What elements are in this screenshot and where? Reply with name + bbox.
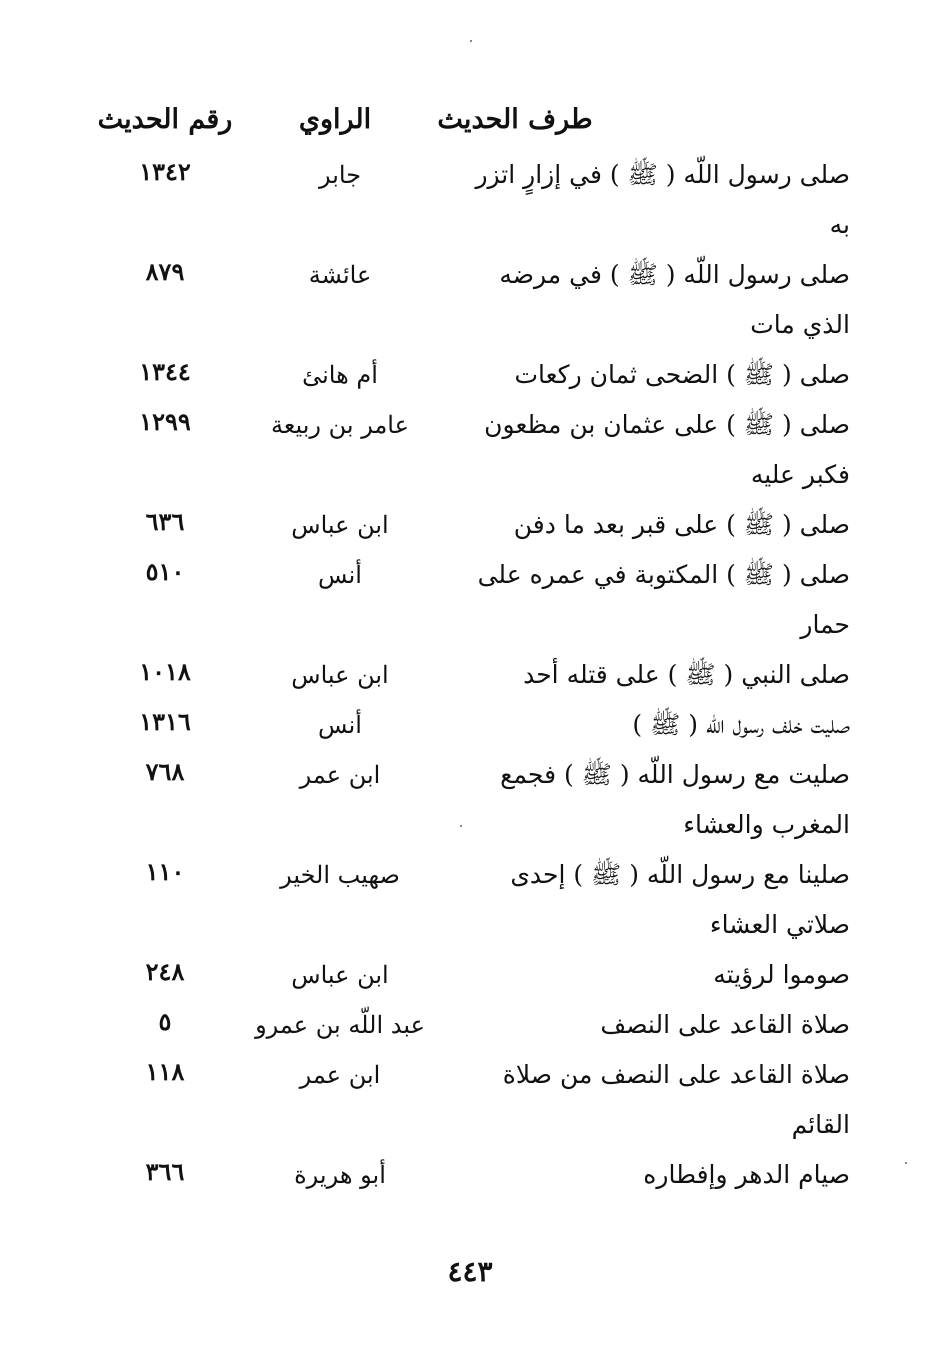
print-speck [905, 1162, 907, 1164]
narrator-name: عائشة [308, 261, 372, 289]
hadith-line: صلى ( ﷺ ) على قبر بعد ما دفن [513, 510, 850, 539]
hadith-line: حمار [800, 610, 850, 639]
table-row [0, 550, 940, 650]
hadith-text [450, 950, 850, 1000]
hadith-text [450, 650, 850, 700]
narrator-name: أم هانئ [302, 361, 378, 389]
table-row [0, 400, 940, 500]
hadith-text [450, 250, 850, 350]
table-row [0, 700, 940, 750]
narrator-name: صهيب الخير [280, 861, 400, 889]
hadith-text [450, 750, 850, 850]
table-row [0, 500, 940, 550]
table-row [0, 650, 940, 700]
hadith-text [450, 850, 850, 950]
table-row [0, 750, 940, 850]
hadith-number: ٢٤٨ [145, 957, 185, 986]
hadith-line: الذي مات [750, 310, 850, 339]
narrator-name: أبو هريرة [294, 1161, 386, 1189]
narrator-name: أنس [318, 711, 362, 739]
narrator-name: ابن عمر [299, 761, 381, 789]
hadith-text [450, 700, 850, 750]
hadith-line: صيام الدهر وإفطاره [643, 1160, 850, 1189]
hadith-text [450, 150, 850, 250]
hadith-line: المغرب والعشاء [683, 810, 850, 839]
hadith-number: ٥١٠ [145, 557, 185, 586]
hadith-line: صوموا لرؤيته [713, 960, 850, 989]
print-speck [470, 40, 472, 42]
header-hadith-number: رقم الحديث [97, 104, 233, 135]
hadith-text [450, 500, 850, 550]
hadith-text [450, 1150, 850, 1200]
hadith-number: ١١٨ [145, 1057, 185, 1086]
table-row [0, 1150, 940, 1200]
hadith-number: ٣٦٦ [145, 1157, 185, 1186]
hadith-line: صلى رسول اللّه ( ﷺ ) في إزارٍ اتزر [475, 160, 850, 189]
hadith-line: صلاة القاعد على النصف [600, 1010, 850, 1039]
table-row [0, 150, 940, 250]
hadith-line: به [829, 210, 850, 239]
hadith-line: صلى النبي ( ﷺ ) على قتله أحد [523, 660, 850, 689]
narrator-name: أنس [318, 561, 362, 589]
hadith-text [450, 1050, 850, 1150]
hadith-number: ٦٣٦ [145, 507, 185, 536]
narrator-name: عبد اللّه بن عمرو [255, 1011, 425, 1039]
narrator-name: ابن عمر [299, 1061, 381, 1089]
hadith-number: ١٣٤٢ [139, 157, 191, 186]
hadith-line: صليت مع رسول اللّه ( ﷺ ) فجمع [500, 760, 850, 789]
print-speck [460, 825, 462, 827]
header-hadith: طرف الحديث [437, 104, 593, 135]
hadith-number: ٧٦٨ [145, 757, 185, 786]
table-row [0, 250, 940, 350]
hadith-index-table [0, 150, 940, 1200]
narrator-name: ابن عباس [291, 511, 389, 539]
hadith-text [450, 350, 850, 400]
hadith-text [450, 400, 850, 500]
hadith-line: القائم [791, 1110, 850, 1139]
hadith-number: ١٣١٦ [139, 707, 191, 736]
hadith-number: ٥ [158, 1007, 172, 1036]
table-row [0, 350, 940, 400]
hadith-line: صلى ( ﷺ ) الضحى ثمان ركعات [514, 360, 850, 389]
header-narrator: الراوي [298, 104, 372, 135]
hadith-line: فكبر عليه [750, 460, 850, 489]
hadith-line: صلاتي العشاء [709, 910, 850, 939]
hadith-line: صلاة القاعد على النصف من صلاة [502, 1060, 850, 1089]
hadith-number: ١٣٤٤ [139, 357, 191, 386]
narrator-name: عامر بن ربيعة [271, 411, 409, 439]
hadith-number: ١١٠ [145, 857, 185, 886]
table-row [0, 850, 940, 950]
hadith-number: ١٢٩٩ [139, 407, 191, 436]
page-number: ٤٤٣ [447, 1255, 493, 1288]
hadith-line: صلى ( ﷺ ) المكتوبة في عمره على [477, 560, 850, 589]
table-row [0, 1050, 940, 1150]
narrator-name: ابن عباس [291, 661, 389, 689]
narrator-name: جابر [318, 161, 362, 189]
narrator-name: ابن عباس [291, 961, 389, 989]
table-row [0, 1000, 940, 1050]
hadith-line: صلينا مع رسول اللّه ( ﷺ ) إحدى [510, 860, 850, 889]
hadith-line: صليت خلف رسول اللّه ( ﷺ ) [632, 710, 850, 739]
table-row [0, 950, 940, 1000]
hadith-number: ٨٧٩ [145, 257, 185, 286]
hadith-number: ١٠١٨ [139, 657, 191, 686]
hadith-line: صلى ( ﷺ ) على عثمان بن مظعون [484, 410, 850, 439]
hadith-line: صلى رسول اللّه ( ﷺ ) في مرضه [499, 260, 850, 289]
hadith-text [450, 550, 850, 650]
hadith-text [450, 1000, 850, 1050]
